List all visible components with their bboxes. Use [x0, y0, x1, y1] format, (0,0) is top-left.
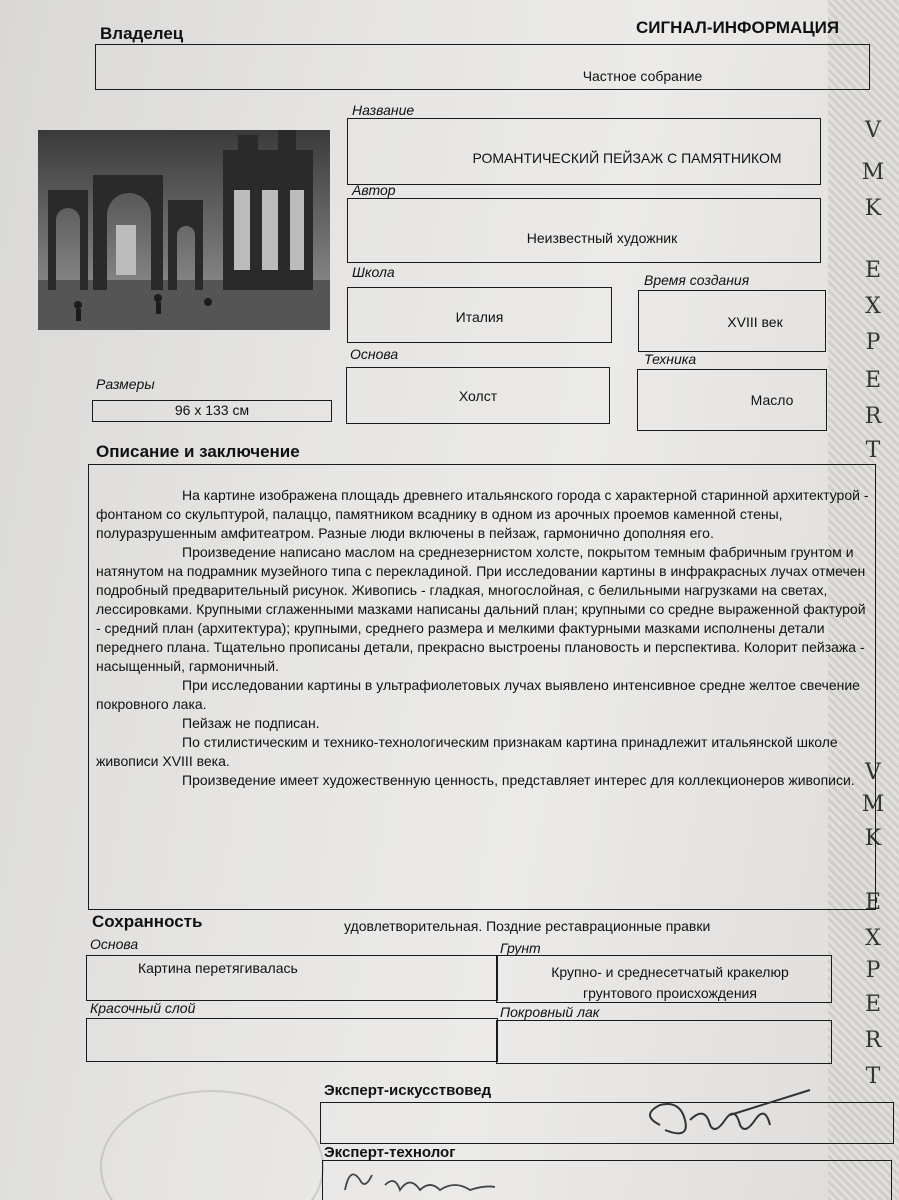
- varnish-field: [496, 1020, 832, 1064]
- size-label: Размеры: [96, 376, 155, 392]
- technique-value: Масло: [750, 392, 794, 408]
- watermark-letter: X: [865, 926, 881, 951]
- watermark-letter: V: [865, 760, 881, 785]
- watermark-letter: R: [864, 1028, 882, 1053]
- description-paragraph: Произведение имеет художественную ценность, представляет интерес для коллекционеров живописи.: [182, 772, 855, 788]
- painting-thumbnail: [38, 130, 330, 330]
- technique-label: Техника: [644, 351, 697, 367]
- name-label: Название: [352, 102, 415, 118]
- size-value: 96 х 133 см: [174, 402, 250, 418]
- watermark-letter: T: [865, 1064, 881, 1089]
- school-value: Италия: [455, 309, 504, 325]
- description-paragraph: Пейзаж не подписан.: [182, 715, 320, 731]
- paint-layer-field: [86, 1018, 498, 1062]
- tech-expert-signature: [340, 1160, 540, 1200]
- description-text: [96, 486, 870, 790]
- condition-ground-label: Грунт: [500, 940, 541, 956]
- varnish-label: Покровный лак: [500, 1004, 600, 1020]
- seal-stamp: [100, 1090, 324, 1200]
- condition-summary: удовлетворительная. Поздние реставрационные правки: [344, 918, 711, 934]
- owner-label: Владелец: [100, 24, 184, 43]
- art-expert-signature: [630, 1085, 820, 1155]
- name-value: РОМАНТИЧЕСКИЙ ПЕЙЗАЖ С ПАМЯТНИКОМ: [472, 150, 782, 166]
- watermark-letter: X: [865, 294, 881, 319]
- description-paragraph: При исследовании картины в ультрафиолетовых лучах выявлено интенсивное средне желтое свечение покровного лака.: [96, 677, 860, 712]
- watermark-letter: K: [864, 196, 882, 221]
- watermark-letter: K: [864, 826, 882, 851]
- painting-image: [38, 130, 330, 330]
- watermark-letter: R: [864, 404, 882, 429]
- author-label: Автор: [352, 182, 396, 198]
- condition-base-label: Основа: [90, 936, 139, 952]
- paint-layer-label: Красочный слой: [90, 1000, 196, 1016]
- condition-heading: Сохранность: [92, 912, 203, 931]
- watermark-letter: V: [865, 118, 881, 143]
- date-label: Время создания: [644, 272, 750, 288]
- description-paragraph: По стилистическим и технико-технологическим признакам картина принадлежит итальянской школе живописи XVIII века.: [96, 734, 838, 769]
- watermark-letter: E: [864, 258, 882, 283]
- watermark-letter: P: [865, 958, 881, 983]
- document-title: СИГНАЛ-ИНФОРМАЦИЯ: [636, 18, 840, 37]
- watermark-letter: T: [865, 438, 881, 463]
- watermark-letter: M: [861, 792, 885, 817]
- base-label: Основа: [350, 346, 399, 362]
- tech-expert-label: Эксперт-технолог: [324, 1144, 456, 1161]
- watermark-letter: M: [861, 160, 885, 185]
- art-expert-label: Эксперт-искусствовед: [324, 1082, 492, 1099]
- owner-value: Частное собрание: [582, 68, 703, 84]
- condition-base-value: Картина перетягивалась: [138, 960, 298, 976]
- condition-ground-value: Крупно- и среднесетчатый кракелюр грунтового происхождения: [551, 964, 789, 1001]
- base-value: Холст: [458, 388, 498, 404]
- watermark-letter: E: [864, 890, 882, 915]
- description-paragraph: Произведение написано маслом на среднезернистом холсте, покрытом темным фабричным грунтом и натянутом на подрамник музейного типа с перекладиной. При исследовании картины в инфракрасных лучах отмечен подробный предварительный рисунок. Живопись - гладкая, многослойная, с белильными нагрузками на светах, лессировками. Крупными сглаженными мазками написаны дальний план; крупными со средне выраженной фактурой - средний план (архитектура); крупными, среднего размера и мелкими фактурными мазками исполнены детали переднего плана. Тщательно прописаны детали, прекрасно выстроены плановость и перспектива. Колорит пейзажа - насыщенный, гармоничный.: [96, 544, 866, 674]
- date-value: XVIII век: [727, 314, 783, 330]
- description-paragraph: На картине изображена площадь древнего итальянского города с характерной старинной архитектурой - фонтаном со скульптурой, палаццо, памятником всаднику в одном из арочных проемов каменной стены, полуразрушенным амфитеатром. Разные люди включены в пейзаж, гармонично дополняя его.: [96, 487, 869, 541]
- watermark-letter: E: [864, 992, 882, 1017]
- author-value: Неизвестный художник: [526, 230, 678, 246]
- description-heading: Описание и заключение: [96, 442, 300, 461]
- watermark-letter: E: [864, 368, 882, 393]
- school-label: Школа: [352, 264, 395, 280]
- watermark-letter: P: [865, 330, 881, 355]
